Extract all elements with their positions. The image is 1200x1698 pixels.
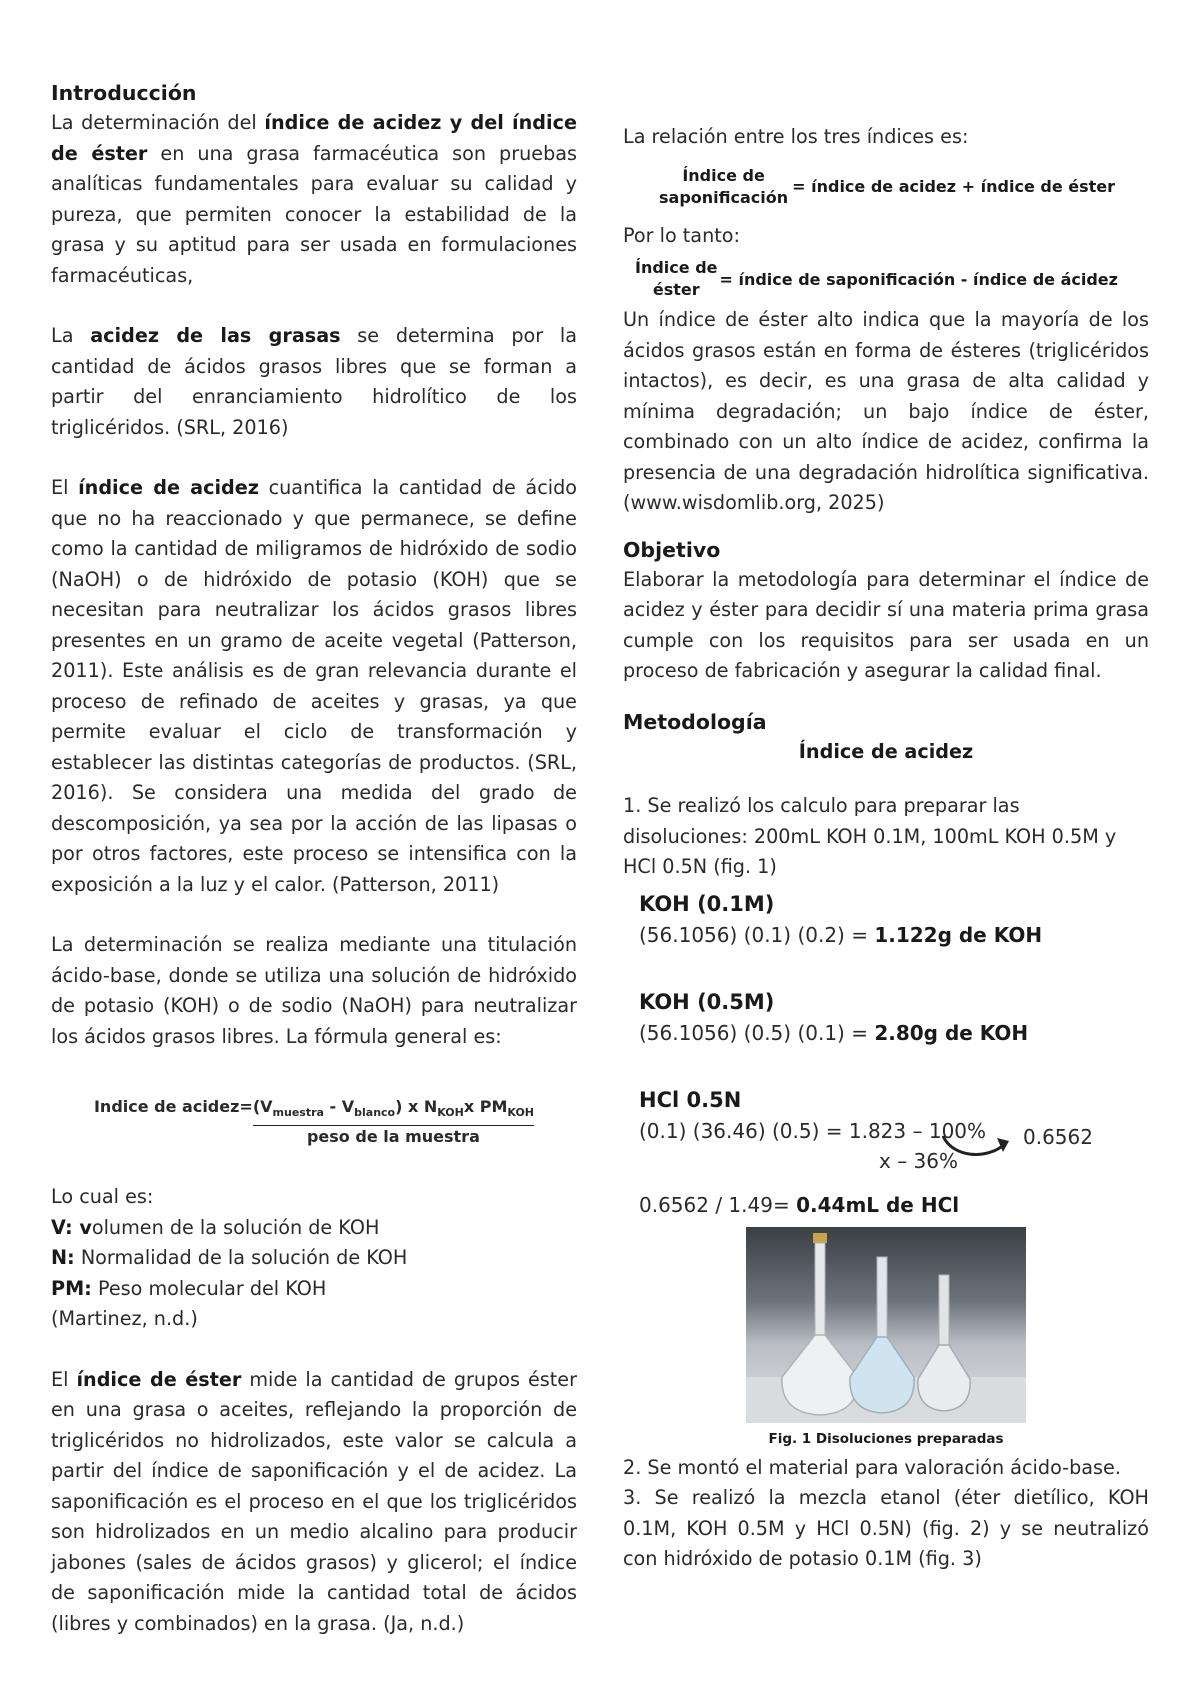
volumetric-flasks-illustration [746, 1227, 1026, 1423]
objetivo-text: Elaborar la metodología para determinar el índice de acidez y éster para decidir sí una materia prima grasa cumple con los requisitos para ser usada en un proceso de fabricación y asegurar la calidad final. [623, 567, 1149, 682]
def-v: V: volumen de la solución de KOH [51, 1215, 380, 1239]
calc-hcl-final: 0.6562 / 1.49= 0.44mL de HCl [639, 1192, 960, 1217]
defs-citation: (Martinez, n.d.) [51, 1307, 198, 1331]
step-3: 3. Se realizó la mezcla etanol (éter dietílico, KOH 0.1M, KOH 0.5M y HCl 0.5N) (fig. 2) y se neutralizó con hidróxido de potasio 0.1M (fig. 3) [623, 1486, 1149, 1570]
calc-hcl-title: HCl 0.5N [639, 1087, 742, 1112]
figure-caption: Fig. 1 Disoluciones preparadas [768, 1430, 1004, 1447]
saponification-relation: Índice de saponificación = índice de acidez + índice de éster [659, 165, 1115, 207]
indice-ester-paragraph: El índice de éster mide la cantidad de grupos éster en una grasa o aceites, reflejando la proporción de triglicéridos no hidrolizados, este valor se calcula a partir del índice de saponificación y el de acidez. La saponificación es el proceso en el que los triglicéridos son hidrolizados en un medio alcalino para producir jabones (sales de ácidos grasos) y glicerol; el índice de saponificación mide la cantidad total de ácidos (libres y combinados) en la grasa. (Ja, n.d.) [51, 1367, 577, 1635]
prepared-solutions-photo [746, 1227, 1026, 1423]
right-column [623, 122, 1149, 1575]
def-pm: PM: Peso molecular del KOH [51, 1276, 327, 1300]
intro-paragraph-1: La determinación del índice de acidez y del índice de éster en una grasa farmacéutica son pruebas analíticas fundamentales para evaluar su calidad y pureza, que permiten conocer la estabilidad de la grasa y su aptitud para ser usada en formulaciones farmacéuticas, [51, 111, 577, 287]
calc-hcl-rule-of-three: (0.1) (36.46) (0.5) = 1.823 – 100% x – 36% 0.6562 [639, 1118, 1093, 1173]
acidez-grasas-paragraph: La acidez de las grasas se determina por la cantidad de ácidos grasos libres que se forman a partir del enranciamiento hidrolítico de los triglicéridos. (SRL, 2016) [51, 324, 578, 439]
calc-koh-05-title: KOH (0.5M) [639, 989, 775, 1014]
ester-paragraph: Un índice de éster alto indica que la mayoría de los ácidos grasos están en forma de ésteres (triglicéridos intactos), es decir, es una grasa de alta calidad y mínima degradación; un bajo índice de éster, combinado con un alto índice de acidez, confirma la presencia de una degradación hidrolítica significativa. (www.wisdomlib.org, 2025) [623, 308, 1149, 514]
indice-acidez-paragraph: El índice de acidez cuantifica la cantidad de ácido que no ha reaccionado y que permanece, se define como la cantidad de miligramos de hidróxido de sodio (NaOH) o de hidróxido de potasio (KOH) que se necesitan para neutralizar los ácidos grasos libres presentes en un gramo de aceite vegetal (Patterson, 2011). Este análisis es de gran relevancia durante el proceso de refinado de aceites y grasas, ya que permite evaluar el ciclo de transformación y establecer las distintas categorías de productos. (SRL, 2016). Se considera una medida del grado de descomposición, ya sea por la acción de las lipasas o por otros factores, este proceso se intensifica con la exposición a la luz y el calor. (Patterson, 2011) [51, 476, 577, 896]
titulacion-paragraph: La determinación se realiza mediante una titulación ácido-base, donde se utiliza una solución de hidróxido de potasio (KOH) o de sodio (NaOH) para neutralizar los ácidos grasos libres. La fórmula general es: [51, 933, 577, 1048]
arrow-result: 0.6562 [1023, 1124, 1093, 1149]
def-n: N: Normalidad de la solución de KOH [51, 1246, 408, 1270]
ester-relation: Índice de éster = índice de saponificación - índice de ácidez [635, 258, 1118, 299]
acid-index-formula: Indice de acidez= $(V_{muestra} - V_{blanco})$ x $N_{KOH}x$ $PM_{KOH}$ peso de la muestra [93, 1097, 535, 1147]
indice-acidez-subheading: Índice de acidez [798, 739, 974, 763]
relation-intro: La relación entre los tres índices es: [623, 125, 969, 148]
calc-koh-01: (56.1056) (0.1) (0.2) = 1.122g de KOH [639, 922, 1043, 947]
formula-denominator: peso de la muestra [306, 1127, 480, 1147]
step-2: 2. Se montó el material para valoración ácido-base. [623, 1455, 1121, 1479]
step-1: 1. Se realizó los calculo para preparar las disoluciones: 200mL KOH 0.1M, 100mL KOH 0.5M y HCl 0.5N (fig. 1) [623, 794, 1117, 878]
curved-arrow-icon [939, 1124, 1019, 1164]
therefore-label: Por lo tanto: [623, 223, 740, 247]
intro-heading: Introducción [51, 81, 197, 105]
objetivo-heading: Objetivo [623, 537, 721, 562]
defs-intro: Lo cual es: [51, 1185, 154, 1209]
calc-koh-01-title: KOH (0.1M) [639, 891, 775, 916]
left-column [51, 78, 577, 1639]
metodologia-heading: Metodología [623, 709, 767, 734]
calculations [639, 889, 1149, 1221]
calc-koh-05: (56.1056) (0.5) (0.1) = 2.80g de KOH [639, 1020, 1029, 1045]
